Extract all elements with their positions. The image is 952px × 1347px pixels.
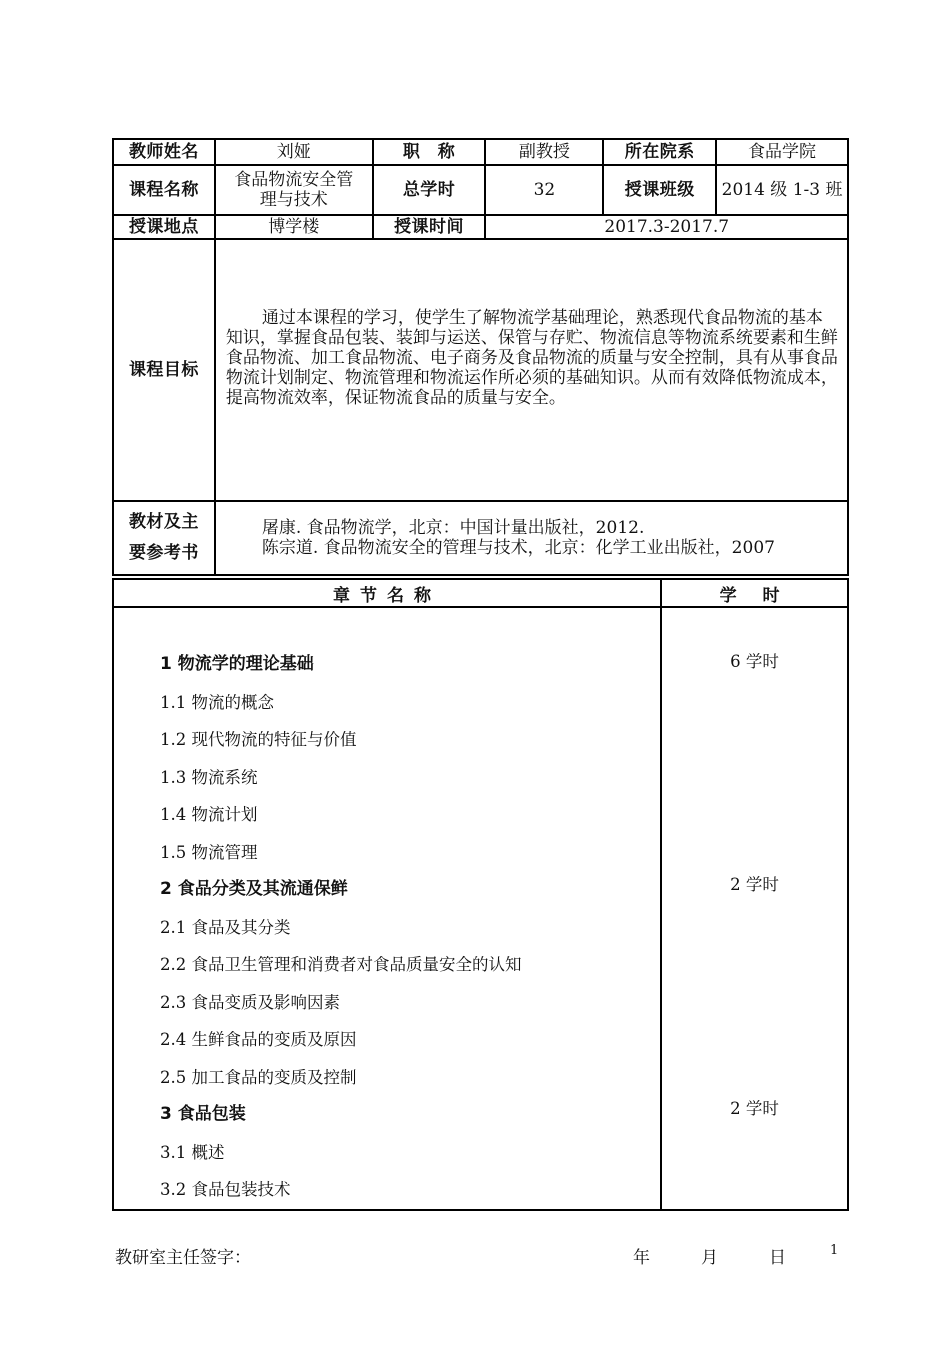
dept-label: 所在院系 xyxy=(603,139,716,165)
hours-value: 32 xyxy=(485,165,603,215)
section-line: 2.2 食品卫生管理和消费者对食品质量安全的认知 xyxy=(160,955,522,974)
chapters-body-row xyxy=(113,607,848,1210)
chapter-3-hours: 2 学时 xyxy=(730,1099,779,1118)
books-label xyxy=(113,501,215,575)
chapters-header-row xyxy=(113,579,848,607)
teacher-label: 教师姓名 xyxy=(113,139,215,165)
chapter-name-header: 章节名称 xyxy=(113,579,661,607)
course-value: 食品物流安全管理与技术 xyxy=(215,165,373,215)
hours-list xyxy=(661,607,848,1210)
section-line: 1.4 物流计划 xyxy=(160,805,258,824)
place-label: 授课地点 xyxy=(113,215,215,239)
books-list xyxy=(215,501,848,575)
title-label: 职 称 xyxy=(373,139,486,165)
info-row-goal xyxy=(113,239,848,501)
time-value: 2017.3-2017.7 xyxy=(485,215,848,239)
info-row-books xyxy=(113,501,848,575)
chapter-1-hours: 6 学时 xyxy=(730,652,779,671)
course-label: 课程名称 xyxy=(113,165,215,215)
title-value: 副教授 xyxy=(485,139,603,165)
book-item-1: 屠康. 食品物流学，北京：中国计量出版社，2012. xyxy=(261,518,645,538)
books-label-line-1: 教材及主 xyxy=(128,512,199,532)
info-row-teacher xyxy=(113,139,848,165)
place-value: 博学楼 xyxy=(215,215,373,239)
month-label: 月 xyxy=(701,1248,718,1268)
teacher-value: 刘娅 xyxy=(215,139,373,165)
section-line: 1.3 物流系统 xyxy=(160,767,258,787)
hours-header: 学 时 xyxy=(661,579,848,607)
hours-label: 总学时 xyxy=(373,165,486,215)
page-number: 1 xyxy=(830,1243,839,1258)
section-line: 2.1 食品及其分类 xyxy=(160,917,291,937)
section-line: 2.3 食品变质及影响因素 xyxy=(160,992,340,1012)
time-label: 授课时间 xyxy=(373,215,486,239)
chapter-line: 3 食品包装 xyxy=(160,1104,246,1124)
section-line: 2.4 生鲜食品的变质及原因 xyxy=(160,1030,357,1049)
info-row-course xyxy=(113,165,848,215)
class-value: 2014 级 1-3 班 xyxy=(716,165,848,215)
course-info-table xyxy=(112,138,849,576)
chapter-list xyxy=(113,607,661,1210)
section-line: 1.5 物流管理 xyxy=(160,842,258,862)
class-label: 授课班级 xyxy=(603,165,716,215)
chapter-line: 1 物流学的理论基础 xyxy=(160,654,314,674)
chapter-2-hours: 2 学时 xyxy=(730,875,779,894)
section-line: 1.2 现代物流的特征与价值 xyxy=(160,730,357,749)
dept-value: 食品学院 xyxy=(716,139,848,165)
year-label: 年 xyxy=(633,1248,650,1268)
day-label: 日 xyxy=(769,1248,786,1268)
signature-label: 教研室主任签字： xyxy=(115,1248,251,1268)
section-line: 2.5 加工食品的变质及控制 xyxy=(160,1067,357,1087)
section-line: 3.1 概述 xyxy=(160,1142,225,1162)
goal-text: 通过本课程的学习，使学生了解物流学基础理论，熟悉现代食品物流的基本知识，掌握食品包装、装卸与运送、保管与存贮、物流信息等物流系统要素和生鲜食品物流、加工食品物流、电子商务及食品物流的质量与安全控制，具有从事食品物流计划制定、物流管理和物流运作所必须的基础知识。从而有效降低物流成本，提高物流效率，保证物流食品的质量与安全。 xyxy=(215,239,848,501)
goal-label: 课程目标 xyxy=(113,239,215,501)
chapter-line: 2 食品分类及其流通保鲜 xyxy=(160,879,348,899)
info-row-place xyxy=(113,215,848,239)
books-label-line-2: 要参考书 xyxy=(128,543,199,563)
section-line: 3.2 食品包装技术 xyxy=(160,1180,291,1199)
book-item-2: 陈宗道. 食品物流安全的管理与技术，北京：化学工业出版社，2007 xyxy=(261,538,775,558)
section-line: 1.1 物流的概念 xyxy=(160,692,274,712)
chapters-table xyxy=(112,578,849,1211)
